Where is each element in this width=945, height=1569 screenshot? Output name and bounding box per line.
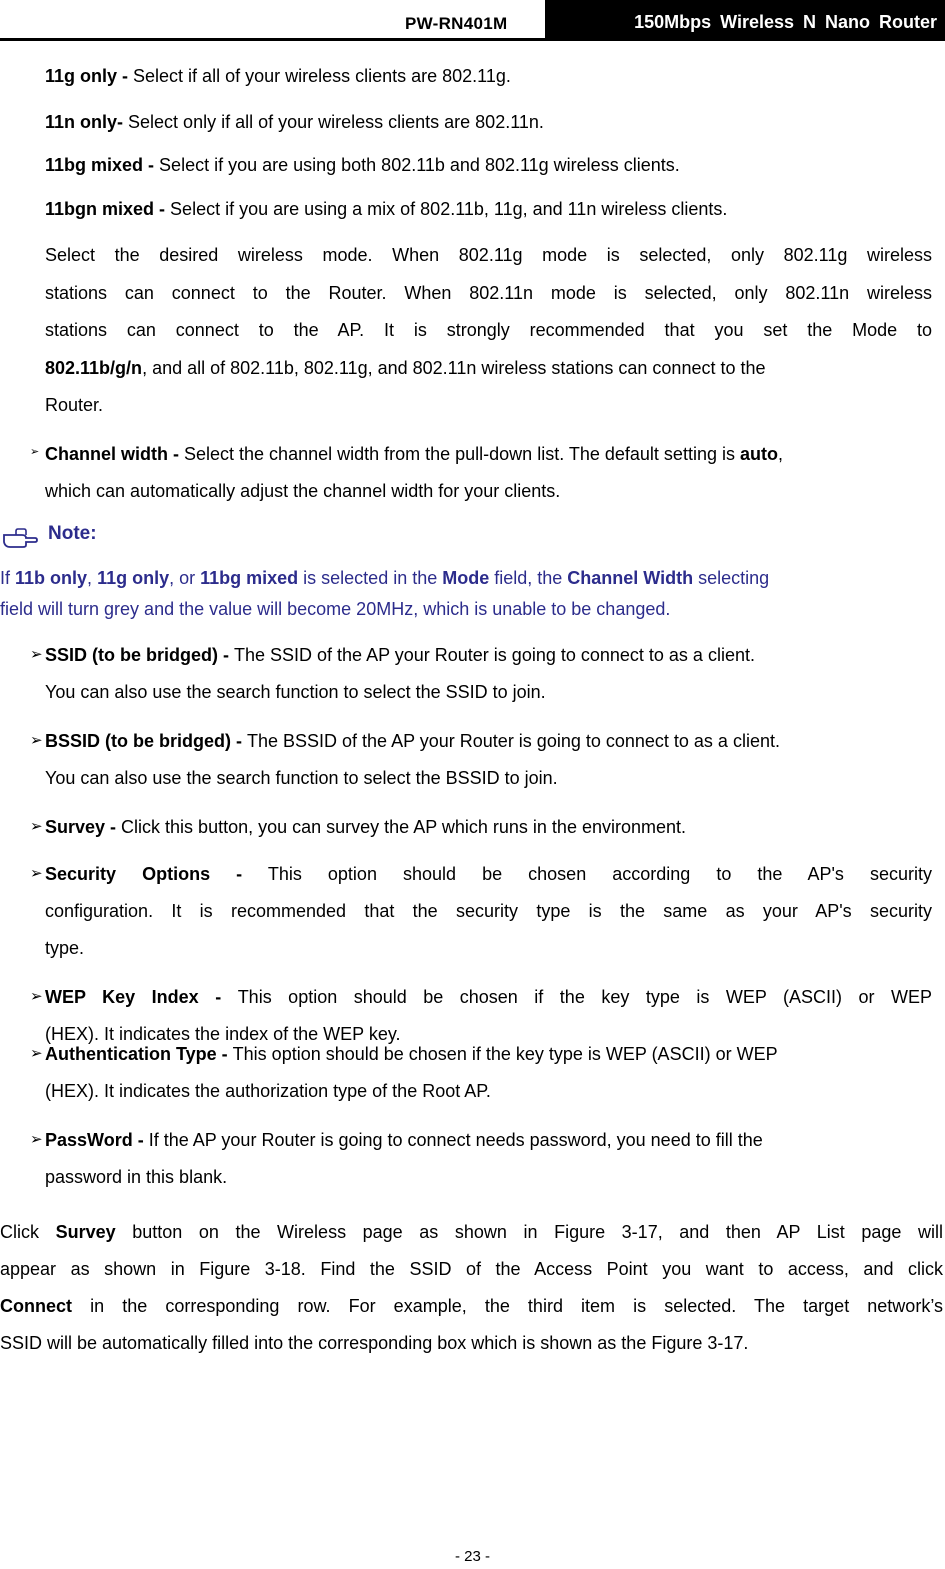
mode-desc: Select only if all of your wireless clients are 802.11n. — [128, 112, 544, 132]
bullet-arrow-icon: ➢ — [30, 987, 43, 1005]
item-text: If the AP your Router is going to connect needs password, you need to fill the — [148, 1130, 763, 1150]
mode-desc: Select if all of your wireless clients are 802.11g. — [133, 66, 511, 86]
wep-key-index-line2: (HEX). It indicates the index of the WEP key. — [45, 1024, 401, 1044]
item-text: This option should be chosen according to the AP's security — [255, 864, 933, 884]
page-number: - 23 - — [454, 1548, 490, 1565]
bssid-item — [45, 723, 932, 760]
header-rule — [0, 38, 945, 41]
authentication-type-line2: (HEX). It indicates the authorization type of the Root AP. — [45, 1081, 491, 1101]
bullet-arrow-icon: ➢ — [30, 445, 40, 458]
note-bold: Mode — [442, 568, 490, 588]
password-item — [45, 1122, 932, 1159]
mode-para-line: Select the desired wireless mode. When 802.11g mode is selected, only 802.11g wireless — [45, 245, 932, 265]
product-name: 150Mbps Wireless N Nano Router — [545, 0, 945, 38]
bullet-arrow-icon: ➢ — [30, 1044, 43, 1062]
item-text: The SSID of the AP your Router is going to connect to as a client. — [234, 645, 755, 665]
note-text: If — [0, 568, 16, 588]
note-text: selecting — [693, 568, 770, 588]
mode-para-line: stations can connect to the Router. When 802.11n mode is selected, only 802.11n wireless — [45, 283, 932, 303]
mode-para-line: stations can connect to the AP. It is strongly recommended that you set the Mode to — [45, 320, 932, 340]
closing-text: in the corresponding row. For example, the third item is selected. The target network’s — [72, 1296, 943, 1316]
model-name: PW-RN401M — [405, 14, 508, 33]
mode-para-line — [45, 350, 932, 387]
mode-rest: , and all of 802.11b, 802.11g, and 802.11n wireless stations can connect to the — [142, 358, 766, 378]
mode-11g-only — [45, 58, 932, 95]
closing-line4: SSID will be automatically filled into the corresponding box which is shown as the Figure 3-17. — [0, 1333, 749, 1353]
survey-item — [45, 809, 932, 846]
mode-11bg-mixed — [45, 147, 932, 184]
note-bold: 11g only — [97, 568, 170, 588]
note-text: field, the — [489, 568, 568, 588]
item-text: The BSSID of the AP your Router is going to connect to as a client. — [247, 731, 780, 751]
mode-desc: Select if you are using a mix of 802.11b, 11g, and 11n wireless clients. — [170, 199, 728, 219]
item-label: Authentication Type - — [45, 1044, 233, 1064]
closing-bold: Connect — [0, 1296, 72, 1316]
bullet-arrow-icon: ➢ — [30, 645, 43, 663]
note-text: , or — [169, 568, 201, 588]
security-options-line2: configuration. It is recommended that the security type is the same as your AP's security — [45, 901, 932, 921]
closing-line1 — [0, 1214, 943, 1251]
item-label: Security Options - — [45, 864, 256, 884]
security-options-item — [45, 856, 932, 893]
item-text: Click this button, you can survey the AP which runs in the environment. — [121, 817, 687, 837]
item-label: WEP Key Index - — [45, 987, 238, 1007]
mode-label: 11g only - — [45, 66, 134, 86]
channel-width-item — [45, 436, 932, 473]
note-bold: Channel Width — [567, 568, 694, 588]
bullet-arrow-icon: ➢ — [30, 864, 43, 882]
channel-width-line2: which can automatically adjust the channel width for your clients. — [45, 481, 561, 501]
note-bold: 11b only — [15, 568, 88, 588]
bssid-item-line2: You can also use the search function to select the BSSID to join. — [45, 768, 558, 788]
mode-bold: 802.11b/g/n — [45, 358, 143, 378]
item-label: Survey - — [45, 817, 122, 837]
ssid-item — [45, 637, 932, 674]
security-options-line3: type. — [45, 938, 85, 958]
bullet-arrow-icon: ➢ — [30, 817, 43, 835]
item-text: This option should be chosen if the key type is WEP (ASCII) or WEP — [237, 987, 932, 1007]
closing-line2: appear as shown in Figure 3-18. Find the SSID of the Access Point you want to access, and click — [0, 1259, 943, 1279]
page-header — [0, 0, 945, 40]
mode-desc: Select if you are using both 802.11b and 802.11g wireless clients. — [159, 155, 680, 175]
item-label: SSID (to be bridged) - — [45, 645, 234, 665]
note-text: , — [87, 568, 98, 588]
closing-text: Click — [0, 1222, 56, 1242]
ssid-item-line2: You can also use the search function to select the SSID to join. — [45, 682, 546, 702]
mode-label: 11bgn mixed - — [45, 199, 171, 219]
bullet-arrow-icon: ➢ — [30, 1130, 43, 1148]
authentication-type-item — [45, 1036, 932, 1073]
wep-key-index-item — [45, 979, 932, 1016]
closing-bold: Survey — [55, 1222, 116, 1242]
password-line2: password in this blank. — [45, 1167, 228, 1187]
mode-label: 11n only- — [45, 112, 129, 132]
item-label: Channel width - — [45, 444, 184, 464]
mode-11n-only — [45, 104, 932, 141]
note-line2: field will turn grey and the value will become 20MHz, which is unable to be changed. — [0, 599, 671, 619]
item-text: Select the channel width from the pull-down list. The default setting is — [184, 444, 740, 464]
item-bold: auto — [739, 444, 778, 464]
item-text: This option should be chosen if the key type is WEP (ASCII) or WEP — [232, 1044, 778, 1064]
mode-11bgn-mixed — [45, 191, 932, 228]
bullet-arrow-icon: ➢ — [30, 731, 43, 749]
note-bold: 11bg mixed — [200, 568, 299, 588]
note-text: is selected in the — [298, 568, 443, 588]
item-tail: , — [777, 444, 783, 464]
pointing-hand-icon — [2, 527, 38, 549]
mode-para-line: Router. — [45, 395, 104, 415]
closing-line3 — [0, 1288, 943, 1325]
note-title: Note: — [48, 523, 97, 544]
mode-label: 11bg mixed - — [45, 155, 160, 175]
item-label: PassWord - — [45, 1130, 149, 1150]
item-label: BSSID (to be bridged) - — [45, 731, 247, 751]
closing-text: button on the Wireless page as shown in Figure 3-17, and then AP List page will — [115, 1222, 944, 1242]
